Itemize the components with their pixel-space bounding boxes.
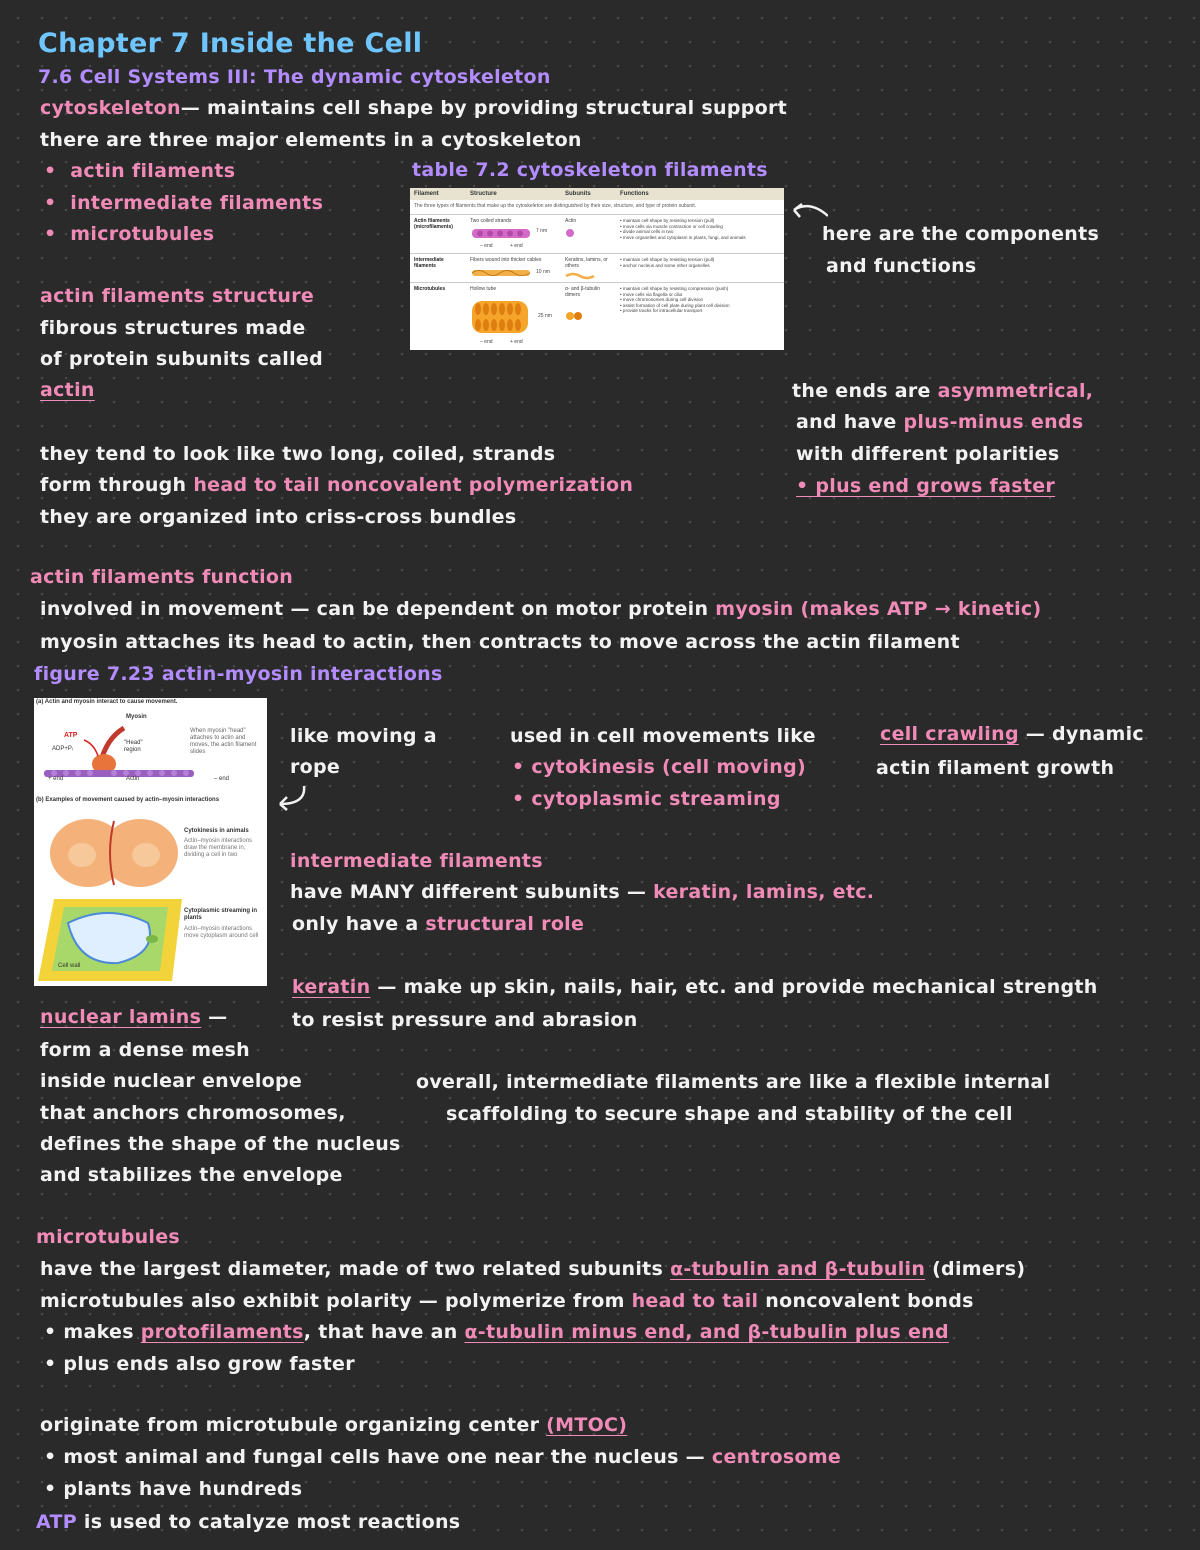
intermediate-text: have MANY different subunits — keratin, lamins, etc.: [290, 881, 875, 903]
table-note: here are the components: [822, 223, 1100, 245]
actin-structure-text: they are organized into criss-cross bundles: [40, 506, 517, 528]
table-row: Intermediate filaments Fibers wound into thicker cables 10 nm Keratins, lamins, or others • maintain cell shape by resisting tension (pull) • anchor nucleus and some other organelles: [410, 253, 784, 282]
actin-structure-text: of protein subunits called: [40, 348, 323, 370]
lamins-text: that anchors chromosomes,: [40, 1102, 346, 1124]
actin-function-text: myosin attaches its head to actin, then contracts to move across the actin filament: [40, 631, 960, 653]
actin-structure-text: form through head to tail noncovalent polymerization: [40, 474, 634, 496]
intermediate-text: only have a structural role: [292, 913, 585, 935]
actin-strand-icon: [472, 227, 542, 241]
element-item: • intermediate filaments: [44, 192, 324, 214]
dividing-cell-icon: [48, 813, 178, 893]
ends-note: with different polarities: [796, 443, 1060, 465]
section-subtitle: 7.6 Cell Systems III: The dynamic cytoskeleton: [38, 66, 551, 88]
keratin-note: to resist pressure and abrasion: [292, 1009, 638, 1031]
actin-structure-text: fibrous structures made: [40, 317, 306, 339]
myosin-head-icon: [44, 720, 194, 780]
lamins-text: form a dense mesh: [40, 1039, 250, 1061]
actin-structure-text: they tend to look like two long, coiled, strands: [40, 443, 556, 465]
microtubules-text: have the largest diameter, made of two related subunits α-tubulin and β-tubulin (dimers): [40, 1258, 1026, 1280]
table-note: and functions: [826, 255, 977, 277]
lamins-text: and stabilizes the envelope: [40, 1164, 343, 1186]
movement-item: • cytokinesis (cell moving): [512, 756, 806, 778]
table-title: table 7.2 cytoskeleton filaments: [412, 159, 768, 181]
cytoskeleton-definition: [40, 96, 787, 120]
table-caption: The three types of filaments that make up the cytoskeleton are distinguished by their size, structure, and type of protein subunit.: [414, 203, 697, 209]
table-header: Filament Structure Subunits Functions: [410, 188, 784, 200]
element-item: • microtubules: [44, 223, 215, 245]
keratin-subunit-icon: [565, 272, 595, 280]
microtubule-tube-icon: [468, 297, 538, 337]
actin-function-text: involved in movement — can be dependent on motor protein myosin (makes ATP → kinetic): [40, 598, 1042, 620]
mtoc-text: • most animal and fungal cells have one near the nucleus — centrosome: [44, 1446, 842, 1468]
microtubules-text: microtubules also exhibit polarity — polymerize from head to tail noncovalent bonds: [40, 1290, 974, 1312]
table-row: Microtubules Hollow tube 25 nm – end + end α- and β-tubulin dimers • maintain cell shape by resisting compression (push) • move cells via flagella or cilia • move chromosomes during cell division • assist formation of cell plate during plant cell division • provide tracks for intracellular transport: [410, 282, 784, 351]
plus-end-note: • plus end grows faster: [796, 475, 1056, 497]
table-row: Actin filaments (microfilaments) Two coiled strands 7 nm – end + end Actin • maintain cell shape by resisting tension (pull) • move cells via muscle contraction or cell crawling • divide animal cells in two • move organelles and cytoplasm in plants, fungi, and animals: [410, 214, 784, 253]
ends-note: the ends are asymmetrical,: [792, 380, 1094, 402]
keratin-note: keratin — make up skin, nails, hair, etc. and provide mechanical strength: [292, 976, 1098, 998]
actin-structure-heading: actin filaments structure: [40, 285, 315, 307]
cell-crawling-note: cell crawling — dynamic: [880, 723, 1144, 745]
mtoc-text: originate from microtubule organizing center (MTOC): [40, 1414, 628, 1436]
cell-crawling-note: actin filament growth: [876, 757, 1115, 779]
intermediate-filament-icon: [472, 267, 542, 279]
microtubules-text: • makes protofilaments, that have an α-tubulin minus end, and β-tubulin plus end: [44, 1321, 949, 1343]
intermediate-heading: intermediate filaments: [290, 850, 543, 872]
movement-item: • cytoplasmic streaming: [512, 788, 781, 810]
three-elements-line: there are three major elements in a cytoskeleton: [40, 129, 582, 151]
actin-term: actin: [40, 379, 95, 401]
lamins-text: inside nuclear envelope: [40, 1070, 303, 1092]
rope-note: rope: [290, 756, 341, 778]
overall-note: overall, intermediate filaments are like a flexible internal: [416, 1071, 1051, 1093]
cytoskeleton-def-text: — maintains cell shape by providing structural support: [180, 97, 788, 119]
overall-note: scaffolding to secure shape and stability of the cell: [446, 1103, 1013, 1125]
cytoskeleton-table-image: [410, 188, 784, 350]
atp-note: ATP is used to catalyze most reactions: [36, 1511, 461, 1533]
ends-note: and have plus-minus ends: [796, 411, 1084, 433]
rope-note: like moving a: [290, 725, 437, 747]
page-title: Chapter 7 Inside the Cell: [38, 28, 423, 59]
nuclear-lamins-term-line: nuclear lamins —: [40, 1006, 228, 1028]
curved-arrow-icon: [270, 782, 310, 812]
actin-function-heading: actin filaments function: [30, 566, 294, 588]
microtubules-text: • plus ends also grow faster: [44, 1353, 355, 1375]
microtubules-heading: microtubules: [36, 1226, 181, 1248]
actin-subunit-icon: [565, 228, 575, 238]
cytoskeleton-term: cytoskeleton: [40, 97, 181, 119]
tubulin-dimer-icon: [565, 311, 585, 321]
cell-movements-text: used in cell movements like: [510, 725, 816, 747]
figure-title: figure 7.23 actin-myosin interactions: [34, 663, 443, 685]
lamins-text: defines the shape of the nucleus: [40, 1133, 401, 1155]
element-item: • actin filaments: [44, 160, 236, 182]
mtoc-text: • plants have hundreds: [44, 1478, 303, 1500]
actin-myosin-figure-image: (a) Actin and myosin interact to cause movement. Myosin ATP ADP+Pᵢ "Head" region + end Actin – end When myosin "head" attaches to actin and moves, the actin filament slides (b) Examples of movement caused by actin–myosin interactions Cytokinesis in animals Actin–myosin interactions draw the membrane in, dividing a cell in two Cytoplasmic streaming in plants Actin–myosin interactions move cytoplasm around cell Cell wall: [34, 698, 267, 986]
